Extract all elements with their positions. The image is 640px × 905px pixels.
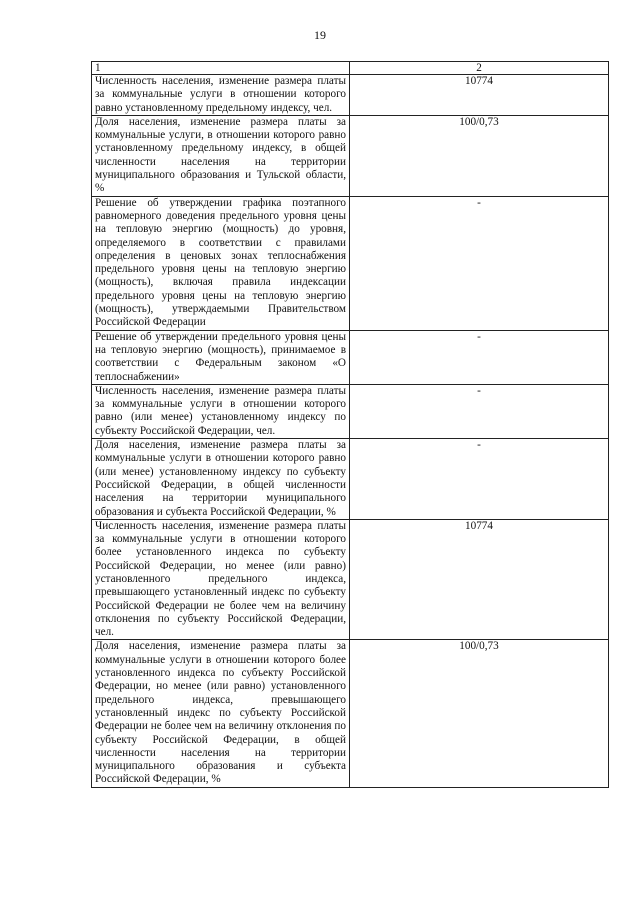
table-row	[92, 330, 609, 384]
row-label: Решение об утверждении предельного уровня цены на тепловую энергию (мощность), принимаемое в соответствии с Федеральным законом «О теплоснабжении»	[92, 330, 350, 384]
row-value: -	[350, 330, 609, 384]
table-row	[92, 75, 609, 116]
row-value: -	[350, 439, 609, 520]
row-label: Доля населения, изменение размера платы за коммунальные услуги в отношении которого более установленного индекса по субъекту Российской Федерации, но менее (или равно) установленного предельного индекса, превышающего установленный индекс по субъекту Российской Федерации не более чем на величину отклонения по субъекту Российской Федерации, в общей численности населения на территории муниципального образования и субъекта Российской Федерации, %	[92, 640, 350, 787]
table-header-row	[92, 62, 609, 75]
row-label: Доля населения, изменение размера платы за коммунальные услуги, в отношении которого равно установленному предельному индексу, в общей численности населения на территории муниципального образования и Тульской области, %	[92, 115, 350, 196]
table-row	[92, 384, 609, 438]
row-label: Доля населения, изменение размера платы за коммунальные услуги в отношении которого равно (или менее) установленному индексу по субъекту Российской Федерации, в общей численности населения на территории муниципального образования и субъекта Российской Федерации, %	[92, 439, 350, 520]
table-row	[92, 439, 609, 520]
table-row	[92, 196, 609, 330]
row-label: Численность населения, изменение размера платы за коммунальные услуги в отношении которого более установленного индекса по субъекту Российской Федерации, но менее (или равно) установленного предельного индекса, превышающего установленный индекс по субъекту Российской Федерации не более чем на величину отклонения по субъекту Российской Федерации, чел.	[92, 519, 350, 640]
row-value: -	[350, 384, 609, 438]
row-value: 100/0,73	[350, 115, 609, 196]
row-value: 100/0,73	[350, 640, 609, 787]
row-label: Численность населения, изменение размера платы за коммунальные услуги в отношении которого равно установленному предельному индексу, чел.	[92, 75, 350, 116]
table-row	[92, 115, 609, 196]
column-header-2: 2	[350, 62, 609, 75]
page-number: 19	[314, 28, 326, 42]
indicators-table	[91, 61, 609, 788]
row-value: 10774	[350, 75, 609, 116]
table-row	[92, 519, 609, 640]
table-row	[92, 640, 609, 787]
row-value: -	[350, 196, 609, 330]
row-label: Численность населения, изменение размера платы за коммунальные услуги в отношении которого равно (или менее) установленному индексу по субъекту Российской Федерации, чел.	[92, 384, 350, 438]
row-label: Решение об утверждении графика поэтапного равномерного доведения предельного уровня цены на тепловую энергию (мощность) до уровня, определяемого в соответствии с правилами определения в ценовых зонах теплоснабжения предельного уровня цены на тепловую энергию (мощность), включая правила индексации предельного уровня цены на тепловую энергию (мощность), утверждаемыми Правительством Российской Федерации	[92, 196, 350, 330]
column-header-1: 1	[92, 62, 350, 75]
row-value: 10774	[350, 519, 609, 640]
